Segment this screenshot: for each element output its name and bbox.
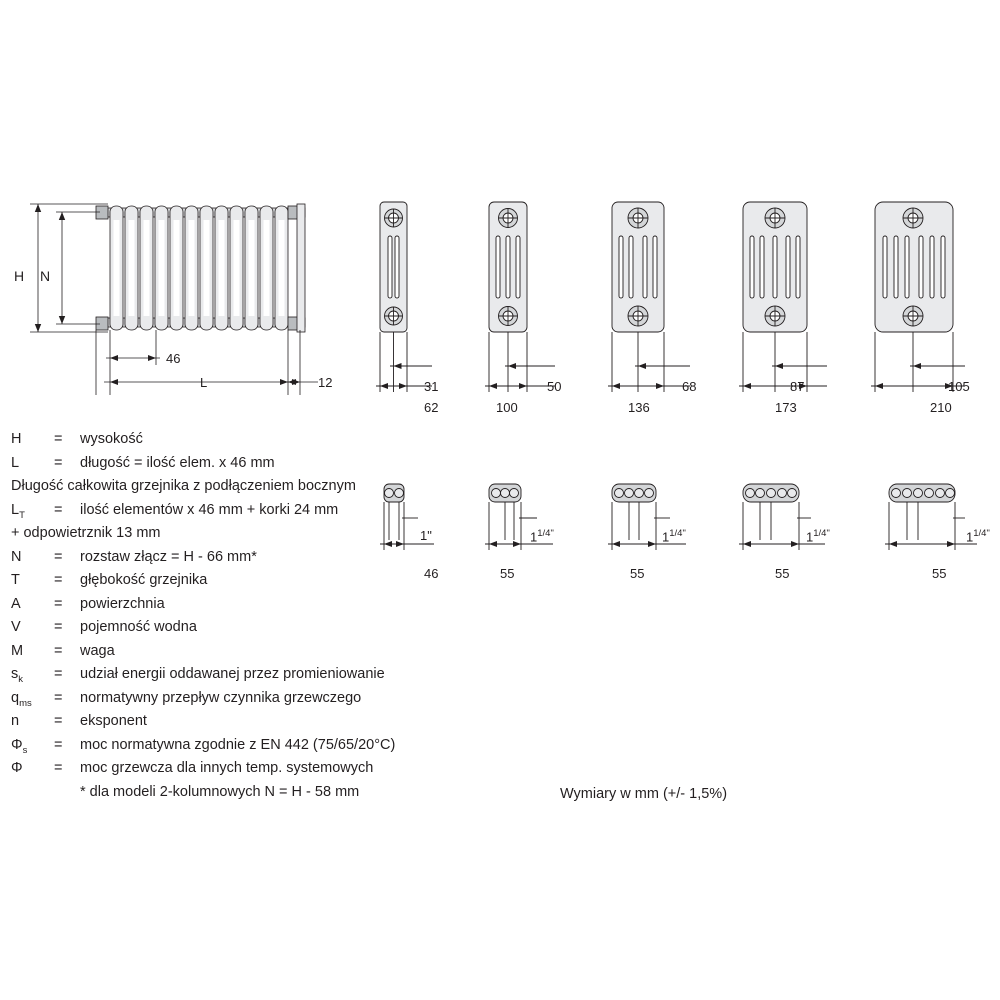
legend-row-vent-note — [8, 526, 478, 550]
dim-12-label: 12 — [318, 375, 333, 390]
units-note: Wymiary w mm (+/- 1,5%) — [560, 786, 728, 802]
legend-equals: = — [54, 689, 63, 706]
legend-definition: waga — [80, 642, 115, 659]
legend-equals: = — [54, 548, 63, 565]
legend-symbol: H — [11, 431, 22, 447]
section-view-4col — [602, 196, 752, 426]
legend-symbol: $\Phi_s$ — [11, 736, 28, 756]
legend-equals: = — [54, 595, 63, 612]
legend-subscript: k — [18, 673, 23, 685]
plan-6col-dim: 55 — [932, 566, 947, 581]
legend-equals: = — [54, 572, 63, 588]
thread-size-6col: $1^{1/4"}$ — [966, 528, 990, 545]
legend-definition: eksponent — [80, 713, 147, 729]
legend-equals: = — [54, 760, 63, 776]
legend-definition: udział energii oddawanej przez promieniowanie — [80, 666, 385, 682]
legend-definition: moc grzewcza dla innych temp. systemowych — [80, 760, 374, 776]
legend-note: Długość całkowita grzejnika z podłączeniem bocznym — [11, 478, 356, 494]
front-view-drawing — [0, 190, 360, 430]
section-2col-inner-dim: 31 — [424, 379, 439, 394]
section-view-5col — [735, 196, 885, 426]
label-H: H — [14, 268, 25, 284]
legend-row-footnote — [8, 785, 478, 809]
legend-row-A — [8, 597, 478, 621]
label-N: N — [40, 268, 51, 284]
legend-row-phi — [8, 761, 478, 785]
section-view-6col — [865, 196, 1000, 426]
legend-symbol: V — [11, 619, 21, 635]
legend-equals: = — [54, 431, 63, 447]
legend-row-LT — [8, 503, 478, 527]
legend-row-H — [8, 432, 478, 456]
legend-equals: = — [54, 642, 63, 659]
legend-row-T — [8, 573, 478, 597]
legend-symbol: $s_k$ — [11, 666, 23, 685]
section-3col-inner-dim: 50 — [547, 379, 562, 394]
legend-symbol: N — [11, 548, 22, 565]
dim-L-label: L — [200, 375, 208, 390]
legend-row-phi-s — [8, 738, 478, 762]
plan-3col-dim: 55 — [500, 566, 515, 581]
section-2col-outer-dim: 62 — [424, 400, 439, 415]
legend-row-n — [8, 714, 478, 738]
legend-symbol: M — [11, 642, 24, 659]
legend-row-sk — [8, 667, 478, 691]
legend-equals: = — [54, 713, 63, 729]
legend-row-L — [8, 456, 478, 480]
legend-subscript: s — [22, 744, 28, 756]
legend-definition: rozstaw złącz = H - 66 mm* — [80, 548, 257, 565]
legend-equals: = — [54, 736, 63, 753]
section-6col-outer-dim: 210 — [930, 400, 952, 415]
radiator-columns — [96, 204, 305, 332]
legend-list — [8, 432, 478, 808]
legend-definition: głębokość grzejnika — [80, 572, 208, 588]
legend-row-N — [8, 550, 478, 574]
legend-row-M — [8, 644, 478, 668]
legend-equals: = — [54, 619, 63, 635]
legend-definition: normatywny przepływ czynnika grzewczego — [80, 689, 362, 706]
legend-symbol: $q_{ms}$ — [11, 689, 32, 709]
section-view-3col — [475, 196, 615, 426]
dim-46-label: 46 — [166, 351, 181, 366]
section-5col-inner-dim: 87 — [790, 379, 805, 394]
section-4col-outer-dim: 136 — [628, 400, 650, 415]
legend-definition: pojemność wodna — [80, 619, 197, 635]
legend-note: + odpowietrznik 13 mm — [11, 525, 161, 541]
legend-symbol: n — [11, 713, 20, 729]
dimension-N — [56, 212, 100, 324]
thread-size-4col: $1^{1/4"}$ — [662, 528, 686, 545]
thread-size-3col: $1^{1/4"}$ — [530, 528, 554, 545]
legend-row-V — [8, 620, 478, 644]
legend-subscript: ms — [19, 697, 32, 709]
legend-definition: długość = ilość elem. x 46 mm — [80, 454, 275, 471]
legend-equals: = — [54, 501, 63, 518]
legend-equals: = — [54, 454, 63, 471]
section-5col-outer-dim: 173 — [775, 400, 797, 415]
legend-row-qms — [8, 691, 478, 715]
legend-equals: = — [54, 666, 63, 682]
legend-symbol: T — [11, 572, 20, 588]
legend-definition: moc normatywna zgodnie z EN 442 (75/65/20°C) — [80, 736, 396, 753]
legend-definition: ilość elementów x 46 mm + korki 24 mm — [80, 501, 339, 518]
plan-4col-dim: 55 — [630, 566, 645, 581]
legend-symbol: L — [11, 454, 20, 471]
legend-symbol: $L_T$ — [11, 501, 25, 521]
front-view-svg — [0, 190, 360, 430]
legend-definition: wysokość — [80, 431, 143, 447]
legend-footnote: * dla modeli 2-kolumnowych N = H - 58 mm — [80, 783, 360, 800]
plan-5col-dim: 55 — [775, 566, 790, 581]
thread-size-5col: $1^{1/4"}$ — [806, 528, 830, 545]
section-4col-inner-dim: 68 — [682, 379, 697, 394]
legend-row-total-length-note — [8, 479, 478, 503]
section-6col-inner-dim: 105 — [948, 379, 970, 394]
legend-symbol: Φ — [11, 760, 23, 776]
legend-definition: powierzchnia — [80, 595, 165, 612]
legend-symbol: A — [11, 595, 21, 612]
legend-subscript: T — [19, 509, 25, 521]
section-3col-outer-dim: 100 — [496, 400, 518, 415]
thread-size-2col: 1" — [420, 528, 432, 543]
plan-2col-dim: 46 — [424, 566, 439, 581]
